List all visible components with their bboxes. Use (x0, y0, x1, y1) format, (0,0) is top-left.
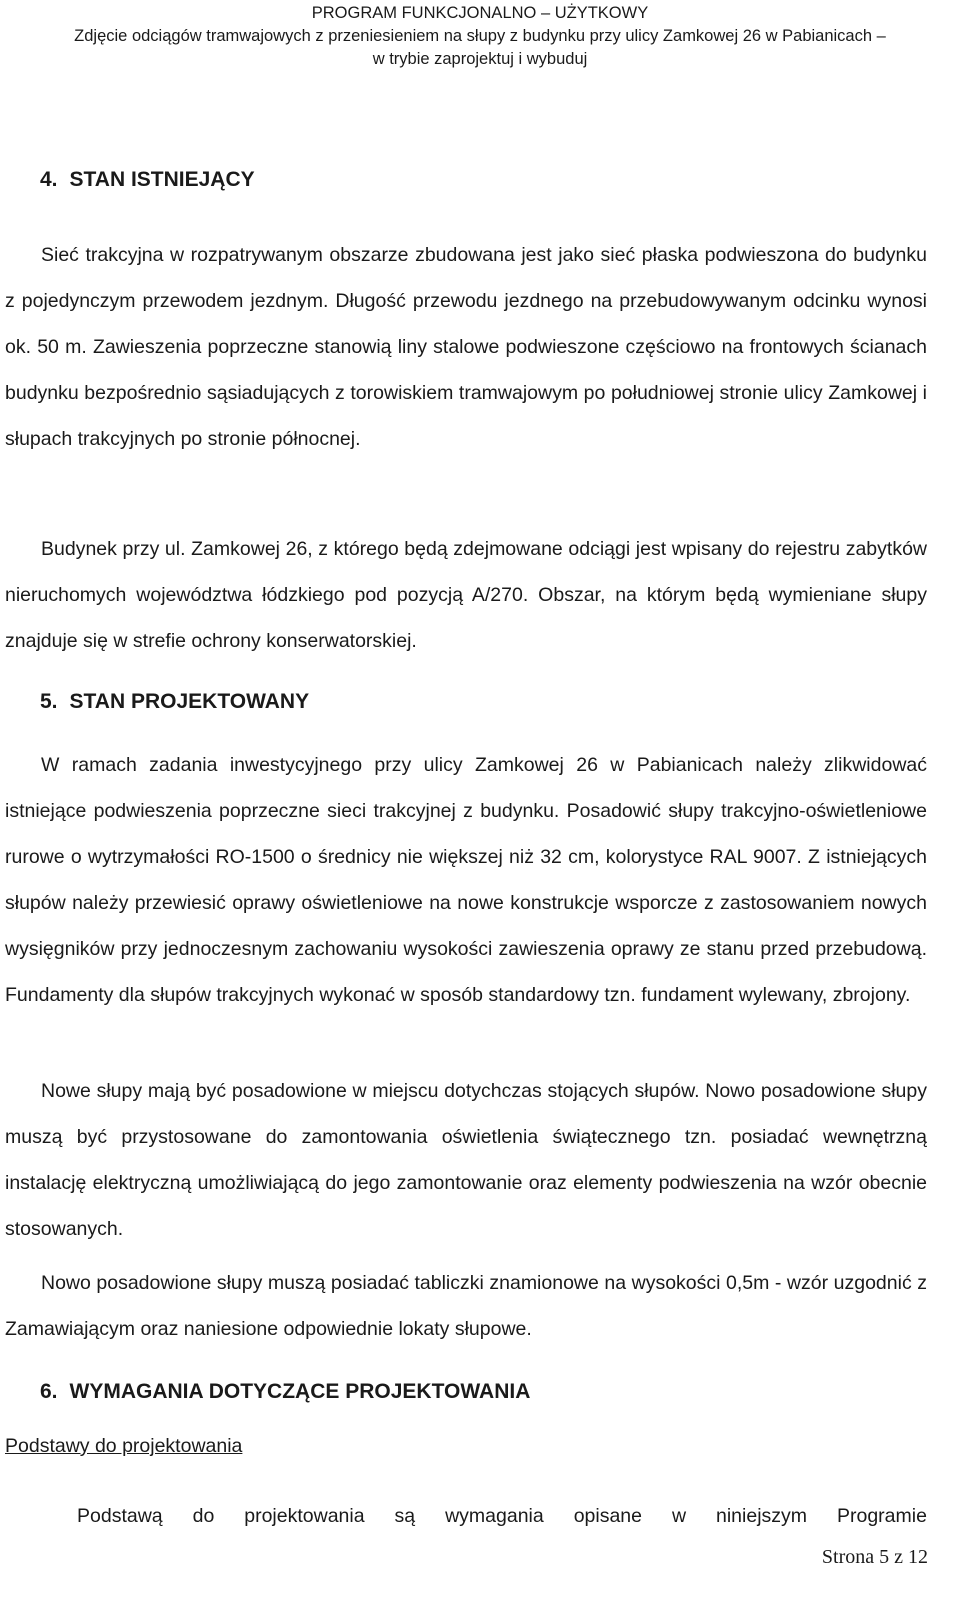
section-6-title: WYMAGANIA DOTYCZĄCE PROJEKTOWANIA (69, 1380, 531, 1403)
page-header (0, 2, 960, 71)
header-project-title: Zdjęcie odciągów tramwajowych z przeniesieniem na słupy z budynku przy ulicy Zamkowej 26 w Pabianicach – (74, 27, 886, 45)
section-4-number: 4. (40, 168, 58, 191)
section-4-heading (40, 168, 255, 192)
section-4-paragraph-1: Sieć trakcyjna w rozpatrywanym obszarze zbudowana jest jako sieć płaska podwieszona do budynku z pojedynczym przewodem jezdnym. Długość przewodu jezdnego na przebudowywanym odcinku wynosi ok. 50 m. Zawieszenia poprzeczne stanowią liny stalowe podwieszone częściowo na frontowych ścianach budynku bezpośrednio sąsiadujących z torowiskiem tramwajowym po południowej stronie ulicy Zamkowej i słupach trakcyjnych po stronie północnej. (5, 244, 927, 450)
section-5-number: 5. (40, 690, 58, 713)
section-5-title: STAN PROJEKTOWANY (69, 690, 310, 713)
section-6-number: 6. (40, 1380, 58, 1403)
section-6-heading (40, 1380, 530, 1404)
section-5-paragraph-3: Nowo posadowione słupy muszą posiadać tabliczki znamionowe na wysokości 0,5m - wzór uzgodnić z Zamawiającym oraz naniesione odpowiednie lokaty słupowe. (5, 1272, 927, 1340)
section-4-paragraph-2: Budynek przy ul. Zamkowej 26, z którego będą zdejmowane odciągi jest wpisany do rejestru zabytków nieruchomych województwa łódzkiego pod pozycją A/270. Obszar, na którym będą wymieniane słupy znajduje się w strefie ochrony konserwatorskiej. (5, 538, 927, 652)
section-6-paragraph-start: Podstawą do projektowania są wymagania opisane w niniejszym Programie (77, 1505, 927, 1527)
section-5-paragraph-2: Nowe słupy mają być posadowione w miejscu dotychczas stojących słupów. Nowo posadowione słupy muszą być przystosowane do zamontowania oświetlenia świątecznego tzn. posiadać wewnętrzną instalację elektryczną umożliwiającą do jego zamontowanie oraz elementy podwieszenia na wzór obecnie stosowanych. (5, 1080, 927, 1240)
section-5-paragraph-1: W ramach zadania inwestycyjnego przy ulicy Zamkowej 26 w Pabianicach należy zlikwidować istniejące podwieszenia poprzeczne sieci trakcyjnej z budynku. Posadowić słupy trakcyjno-oświetleniowe rurowe o wytrzymałości RO-1500 o średnicy nie większej niż 32 cm, kolorystyce RAL 9007. Z istniejących słupów należy przewiesić oprawy oświetleniowe na nowe konstrukcje wsporcze z zastosowaniem nowych wysięgników przy jednoczesnym zachowaniu wysokości zawieszenia oprawy ze stanu przed przebudową. Fundamenty dla słupów trakcyjnych wykonać w sposób standardowy tzn. fundament wylewany, zbrojony. (5, 754, 927, 1006)
section-4-title: STAN ISTNIEJĄCY (69, 168, 255, 191)
section-5-heading (40, 690, 309, 714)
section-6-subheading: Podstawy do projektowania (5, 1435, 243, 1457)
page-number: Strona 5 z 12 (821, 1546, 928, 1568)
header-project-mode: w trybie zaprojektuj i wybuduj (372, 50, 588, 68)
header-program-title: PROGRAM FUNKCJONALNO – UŻYTKOWY (311, 4, 649, 22)
